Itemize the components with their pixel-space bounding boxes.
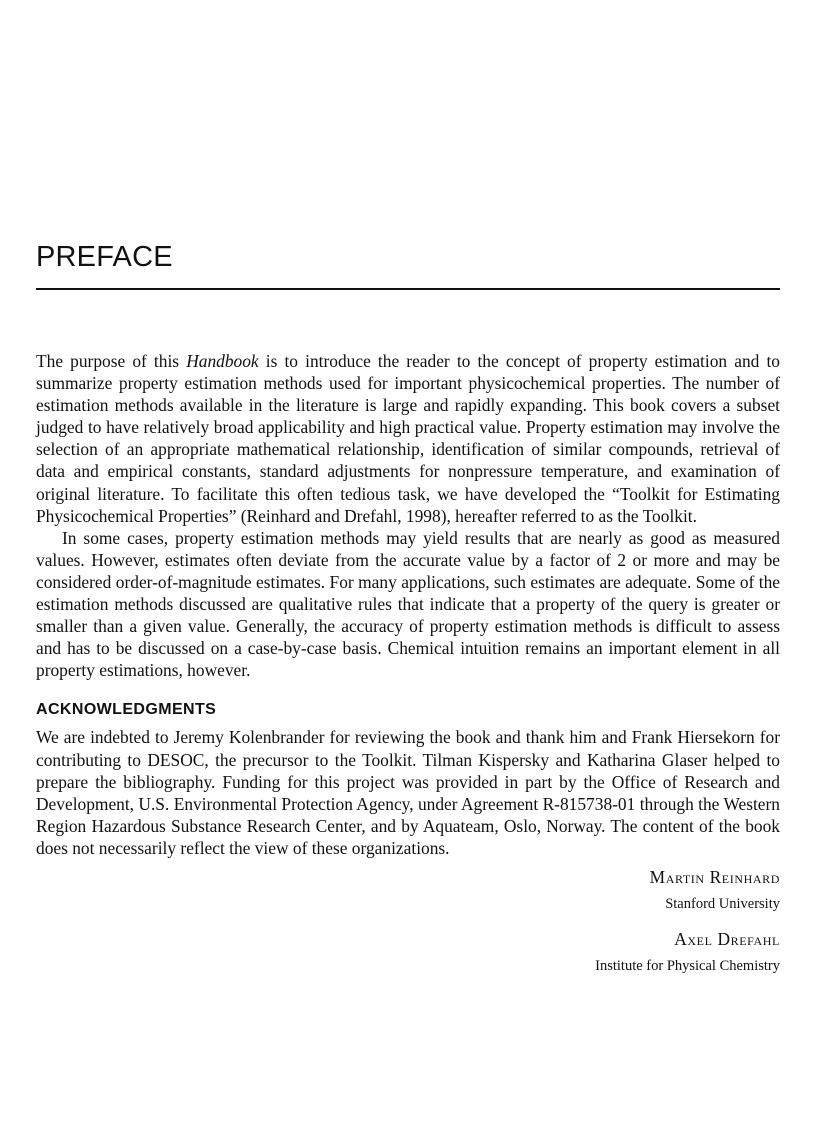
acknowledgments-heading: ACKNOWLEDGMENTS: [36, 701, 217, 719]
signature-block: [36, 866, 780, 976]
signature-institution-2: Institute for Physical Chemistry: [595, 957, 780, 974]
handbook-italic: Handbook: [186, 351, 259, 371]
paragraph-1-text-a: The purpose of this: [36, 351, 187, 371]
preface-page: [36, 0, 780, 1123]
signature-name-2: Axel Drefahl: [674, 928, 780, 949]
paragraph-1-text-b: is to introduce the reader to the concept of property estimation and to summarize property estimation methods used for important physicochemical properties. The number of estimation methods available in the literature is large and rapidly expanding. This book covers a subset judged to have relatively broad applicability and high practical value. Property estimation may involve the selection of an appropriate mathematical relationship, identification of similar compounds, retrieval of data and empirical constants, standard adjustments for nonpressure temperature, and examination of original literature. To facilitate this often tedious task, we have developed the “Toolkit for Estimating Physicochemical Properties” (Reinhard and Drefahl, 1998), hereafter referred to as the Toolkit.: [36, 351, 780, 526]
preface-body: [36, 350, 780, 976]
paragraph-2: In some cases, property estimation methods may yield results that are nearly as good as measured values. However, estimates often deviate from the accurate value by a factor of 2 or more and may be considered order-of-magnitude estimates. For many applications, such estimates are adequate. Some of the estimation methods discussed are qualitative rules that indicate that a property of the query is greater or smaller than a given value. Generally, the accuracy of property estimation methods is difficult to assess and has to be discussed on a case-by-case basis. Chemical intuition remains an important element in all property estimations, however.: [36, 527, 780, 681]
paragraph-1: [36, 350, 780, 527]
signature-name-1: Martin Reinhard: [649, 866, 780, 887]
acknowledgments-text: We are indebted to Jeremy Kolenbrander for reviewing the book and thank him and Frank Hiersekorn for contributing to DESOC, the precursor to the Toolkit. Tilman Kispersky and Katharina Glaser helped to prepare the bibliography. Funding for this project was provided in part by the Office of Research and Development, U.S. Environmental Protection Agency, under Agreement R-815738-01 through the Western Region Hazardous Substance Research Center, and by Aquateam, Oslo, Norway. The content of the book does not necessarily reflect the view of these organizations.: [36, 727, 780, 858]
signature-institution-1: Stanford University: [665, 895, 780, 912]
title-divider: [36, 288, 780, 290]
page-title: PREFACE: [36, 241, 173, 273]
